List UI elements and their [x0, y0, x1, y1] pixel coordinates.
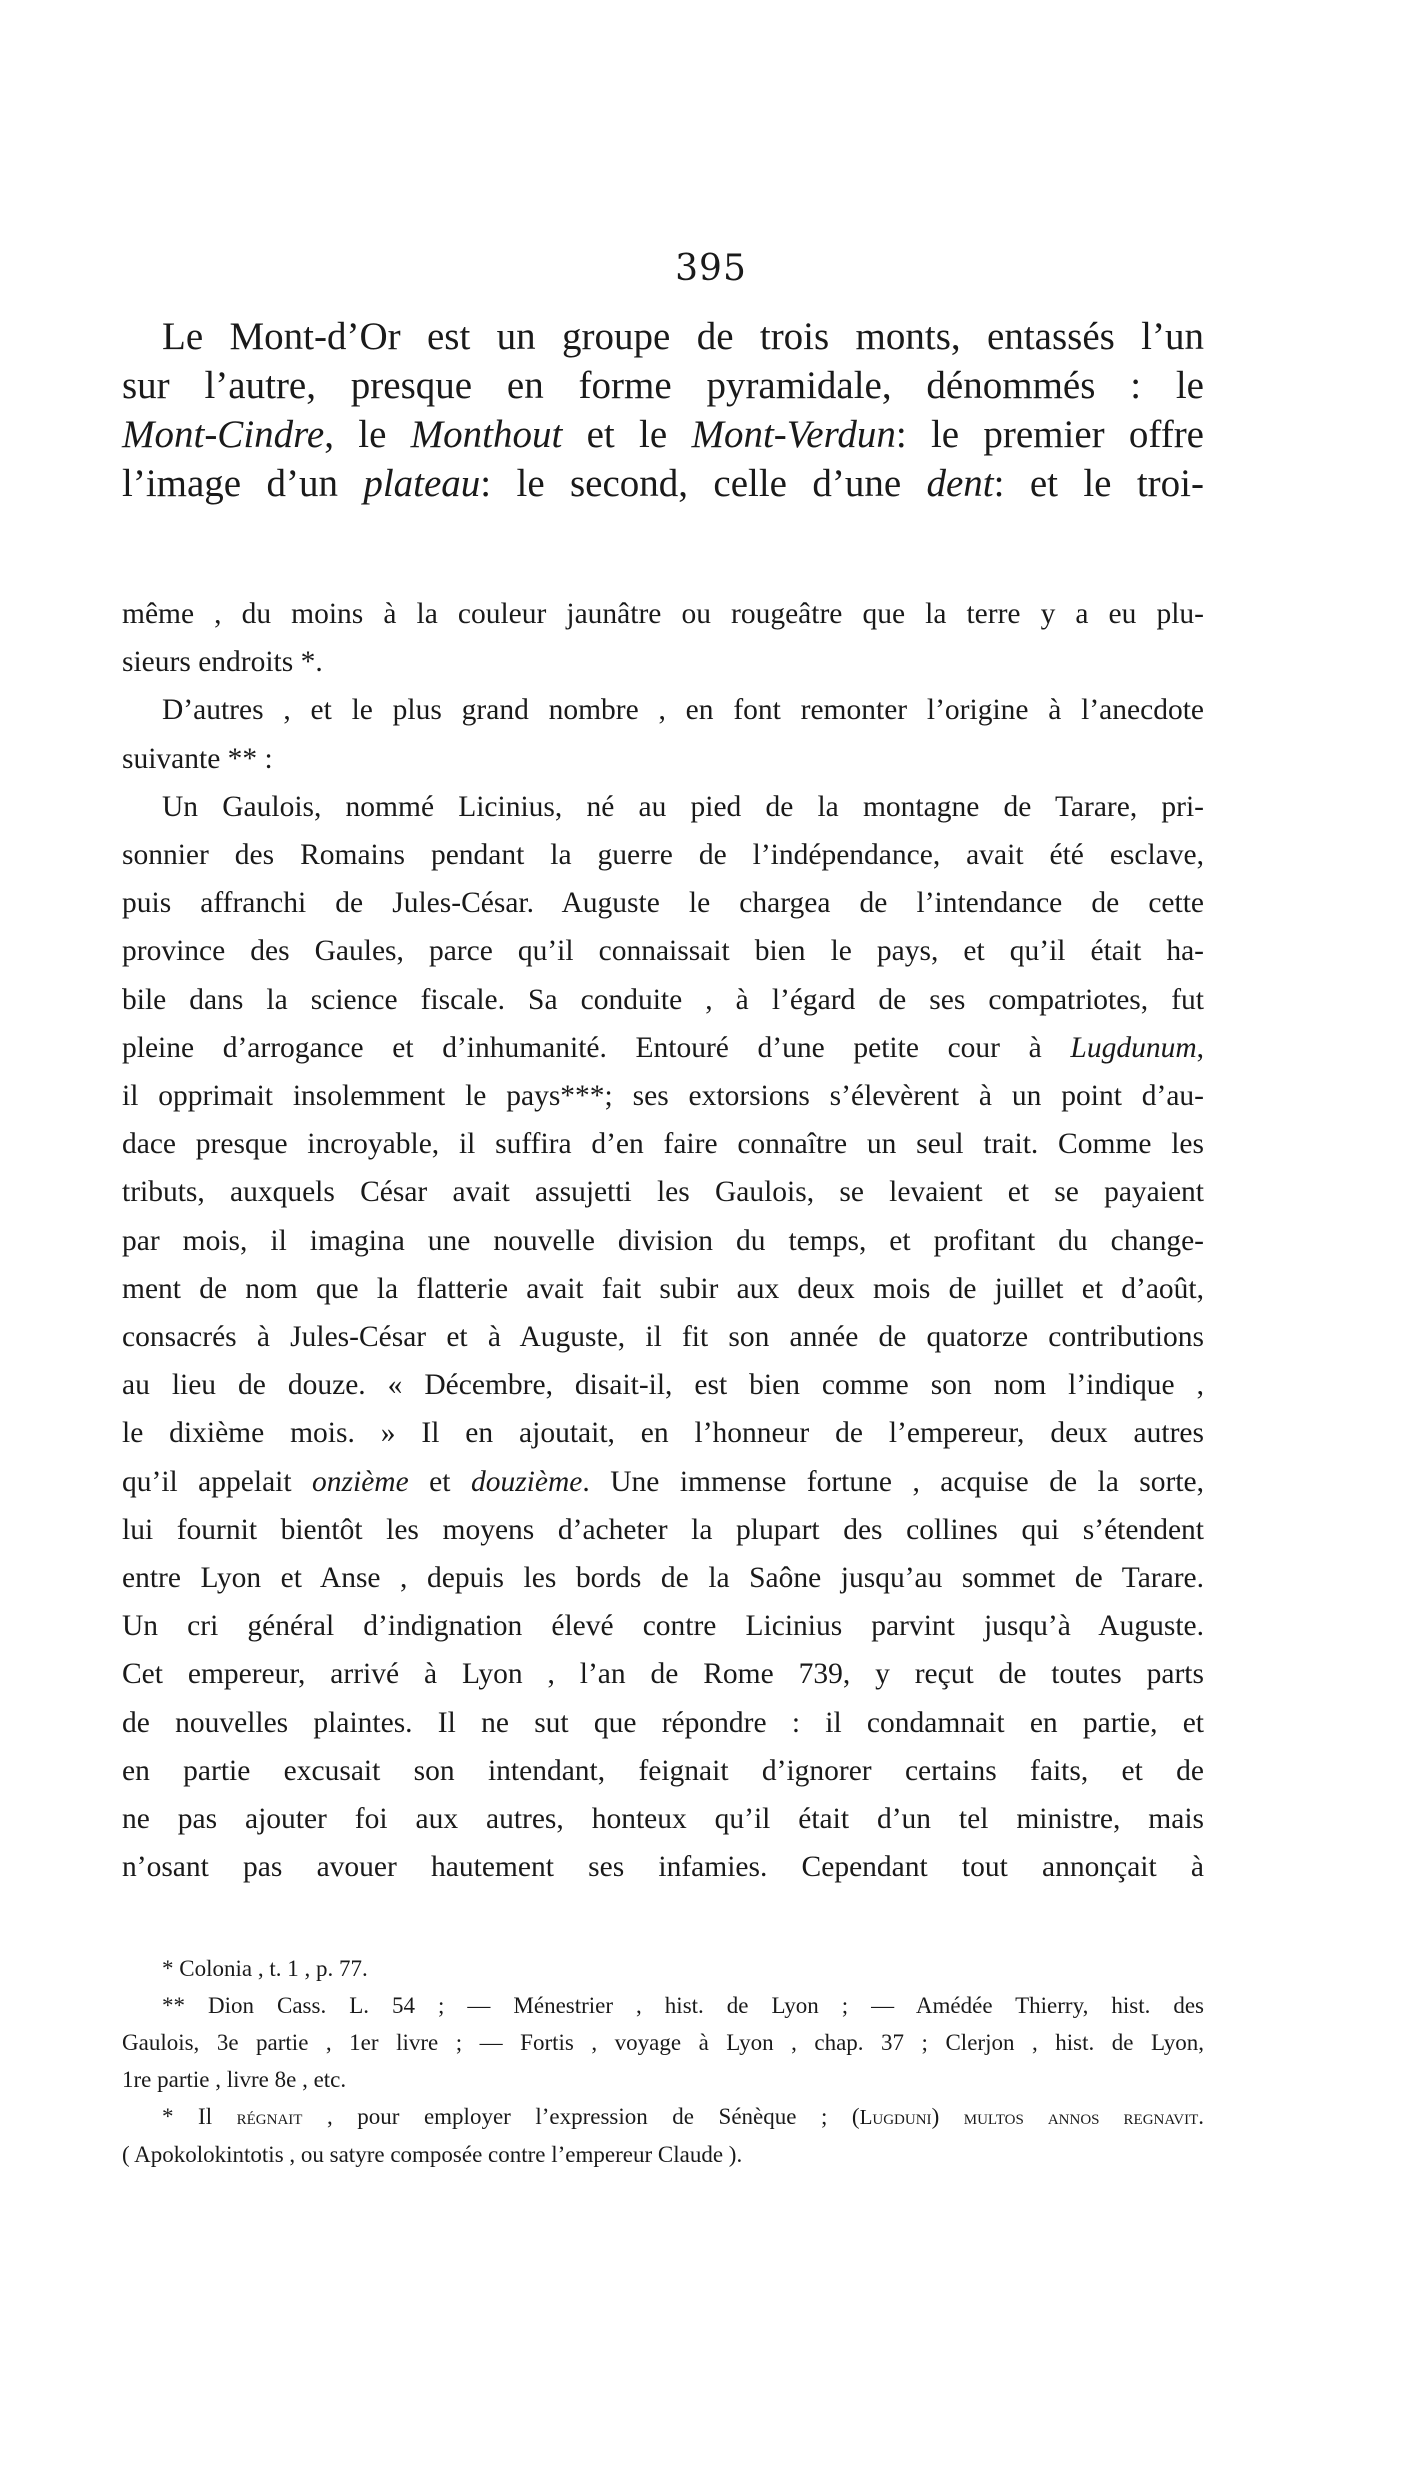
body-line: le dixième mois. » Il en ajoutait, en l’honneur de l’empereur, deux autres: [122, 1417, 1204, 1450]
body-line: ne pas ajouter foi aux autres, honteux qu’il était d’un tel ministre, mais: [122, 1803, 1204, 1836]
body-line-part: qu’il appelait: [122, 1465, 313, 1498]
body-line-part: . Une immense fortune , acquise de la sorte,: [582, 1465, 1204, 1498]
footnote-line: [122, 2098, 1204, 2136]
body-line: sieurs endroits *.: [122, 646, 323, 679]
body-line: Un cri général d’indignation élevé contre Licinius parvint jusqu’à Auguste.: [122, 1610, 1204, 1643]
upper-line-3: [122, 410, 1204, 459]
upper-line-1: Le Mont-d’Or est un groupe de trois monts, entassés l’un: [162, 315, 1204, 358]
lugduni-text: Lugduni: [859, 2105, 932, 2129]
body-line: n’osant pas avouer hautement ses infamies. Cependant tout annonçait à: [122, 1851, 1204, 1884]
body-line: [122, 1024, 1204, 1072]
body-line-part: et: [408, 1465, 471, 1498]
upper-line-3-part: : le premier offre: [895, 413, 1204, 456]
upper-line-2: sur l’autre, presque en forme pyramidale, dénommés : le: [122, 364, 1204, 407]
regnait-text: régnait: [236, 2105, 303, 2129]
body-line: par mois, il imagina une nouvelle division du temps, et profitant du change-: [122, 1224, 1204, 1257]
upper-line-4-part: l’image d’un: [122, 462, 364, 505]
footnote-line: ( Apokolokintotis , ou satyre composée contre l’empereur Claude ).: [122, 2142, 743, 2167]
plateau-text: plateau: [363, 462, 481, 505]
body-line: ment de nom que la flatterie avait fait subir aux deux mois de juillet et d’août,: [122, 1272, 1204, 1305]
body-line: suivante ** :: [122, 742, 273, 775]
body-line: puis affranchi de Jules-César. Auguste le chargea de l’intendance de cette: [122, 887, 1204, 920]
body-line-part: ,: [1196, 1031, 1204, 1064]
footnote-line: 1re partie , livre 8e , etc.: [122, 2067, 347, 2092]
body-line: D’autres , et le plus grand nombre , en font remonter l’origine à l’anecdote: [162, 694, 1204, 727]
upper-line-4: [122, 459, 1204, 508]
multos-annos-regnavit-text: multos annos regnavit: [963, 2105, 1199, 2129]
body-line: de nouvelles plaintes. Il ne sut que répondre : il condamnait en partie, et: [122, 1706, 1204, 1739]
body-line: consacrés à Jules-César et à Auguste, il fit son année de quatorze contributions: [122, 1321, 1204, 1354]
footnote-line: Gaulois, 3e partie , 1er livre ; — Fortis , voyage à Lyon , chap. 37 ; Clerjon , hist. de Lyon,: [122, 2030, 1204, 2055]
upper-line-4-part: : et le troi-: [993, 462, 1204, 505]
upper-line-3-part: , le: [324, 413, 411, 456]
footnote-part: , pour employer l’expression de Sénèque ; (: [302, 2104, 860, 2129]
upper-line-3-part: et le: [562, 413, 692, 456]
body-line: dace presque incroyable, il suffira d’en faire connaître un seul trait. Comme les: [122, 1128, 1204, 1161]
body-line: Cet empereur, arrivé à Lyon , l’an de Rome 739, y reçut de toutes parts: [122, 1658, 1204, 1691]
onzieme-text: onzième: [312, 1465, 409, 1498]
body-line: Un Gaulois, nommé Licinius, né au pied de la montagne de Tarare, pri-: [162, 790, 1204, 823]
body-line: tributs, auxquels César avait assujetti les Gaulois, se levaient et se payaient: [122, 1176, 1204, 1209]
body-line-part: pleine d’arrogance et d’inhumanité. Entouré d’une petite cour à: [122, 1031, 1071, 1064]
dent-text: dent: [926, 462, 994, 505]
monthout-text: Monthout: [410, 413, 563, 456]
footnote-line: * Colonia , t. 1 , p. 77.: [162, 1956, 368, 1981]
body-line: sonnier des Romains pendant la guerre de l’indépendance, avait été esclave,: [122, 839, 1204, 872]
footnote-line: ** Dion Cass. L. 54 ; — Ménestrier , hist. de Lyon ; — Amédée Thierry, hist. des: [162, 1993, 1204, 2018]
upper-line-4-part: : le second, celle d’une: [480, 462, 927, 505]
mont-cindre-text: Mont-Cindre: [122, 413, 325, 456]
page-number: 395: [675, 248, 747, 289]
mont-verdun-text: Mont-Verdun: [691, 413, 896, 456]
upper-paragraph: [122, 312, 1204, 508]
lugdunum-text: Lugdunum: [1070, 1031, 1197, 1064]
douzieme-text: douzième: [470, 1465, 583, 1498]
body-line: [122, 1458, 1204, 1506]
body-line: même , du moins à la couleur jaunâtre ou rougeâtre que la terre y a eu plu-: [122, 598, 1204, 630]
body-text: [122, 590, 1204, 1891]
footnote-part: ): [931, 2104, 964, 2129]
footnote-part: .: [1198, 2104, 1204, 2129]
body-line: il opprimait insolemment le pays***; ses extorsions s’élevèrent à un point d’au-: [122, 1080, 1204, 1113]
body-line: province des Gaules, parce qu’il connaissait bien le pays, et qu’il était ha-: [122, 935, 1204, 968]
body-line: lui fournit bientôt les moyens d’acheter la plupart des collines qui s’étendent: [122, 1513, 1204, 1546]
body-line: entre Lyon et Anse , depuis les bords de la Saône jusqu’au sommet de Tarare.: [122, 1562, 1204, 1595]
footnote-part: * Il: [162, 2104, 237, 2129]
body-line: en partie excusait son intendant, feignait d’ignorer certains faits, et de: [122, 1754, 1204, 1787]
body-line: bile dans la science fiscale. Sa conduite , à l’égard de ses compatriotes, fut: [122, 983, 1204, 1016]
footnotes: [122, 1950, 1204, 2173]
body-line: au lieu de douze. « Décembre, disait-il, est bien comme son nom l’indique ,: [122, 1369, 1204, 1402]
